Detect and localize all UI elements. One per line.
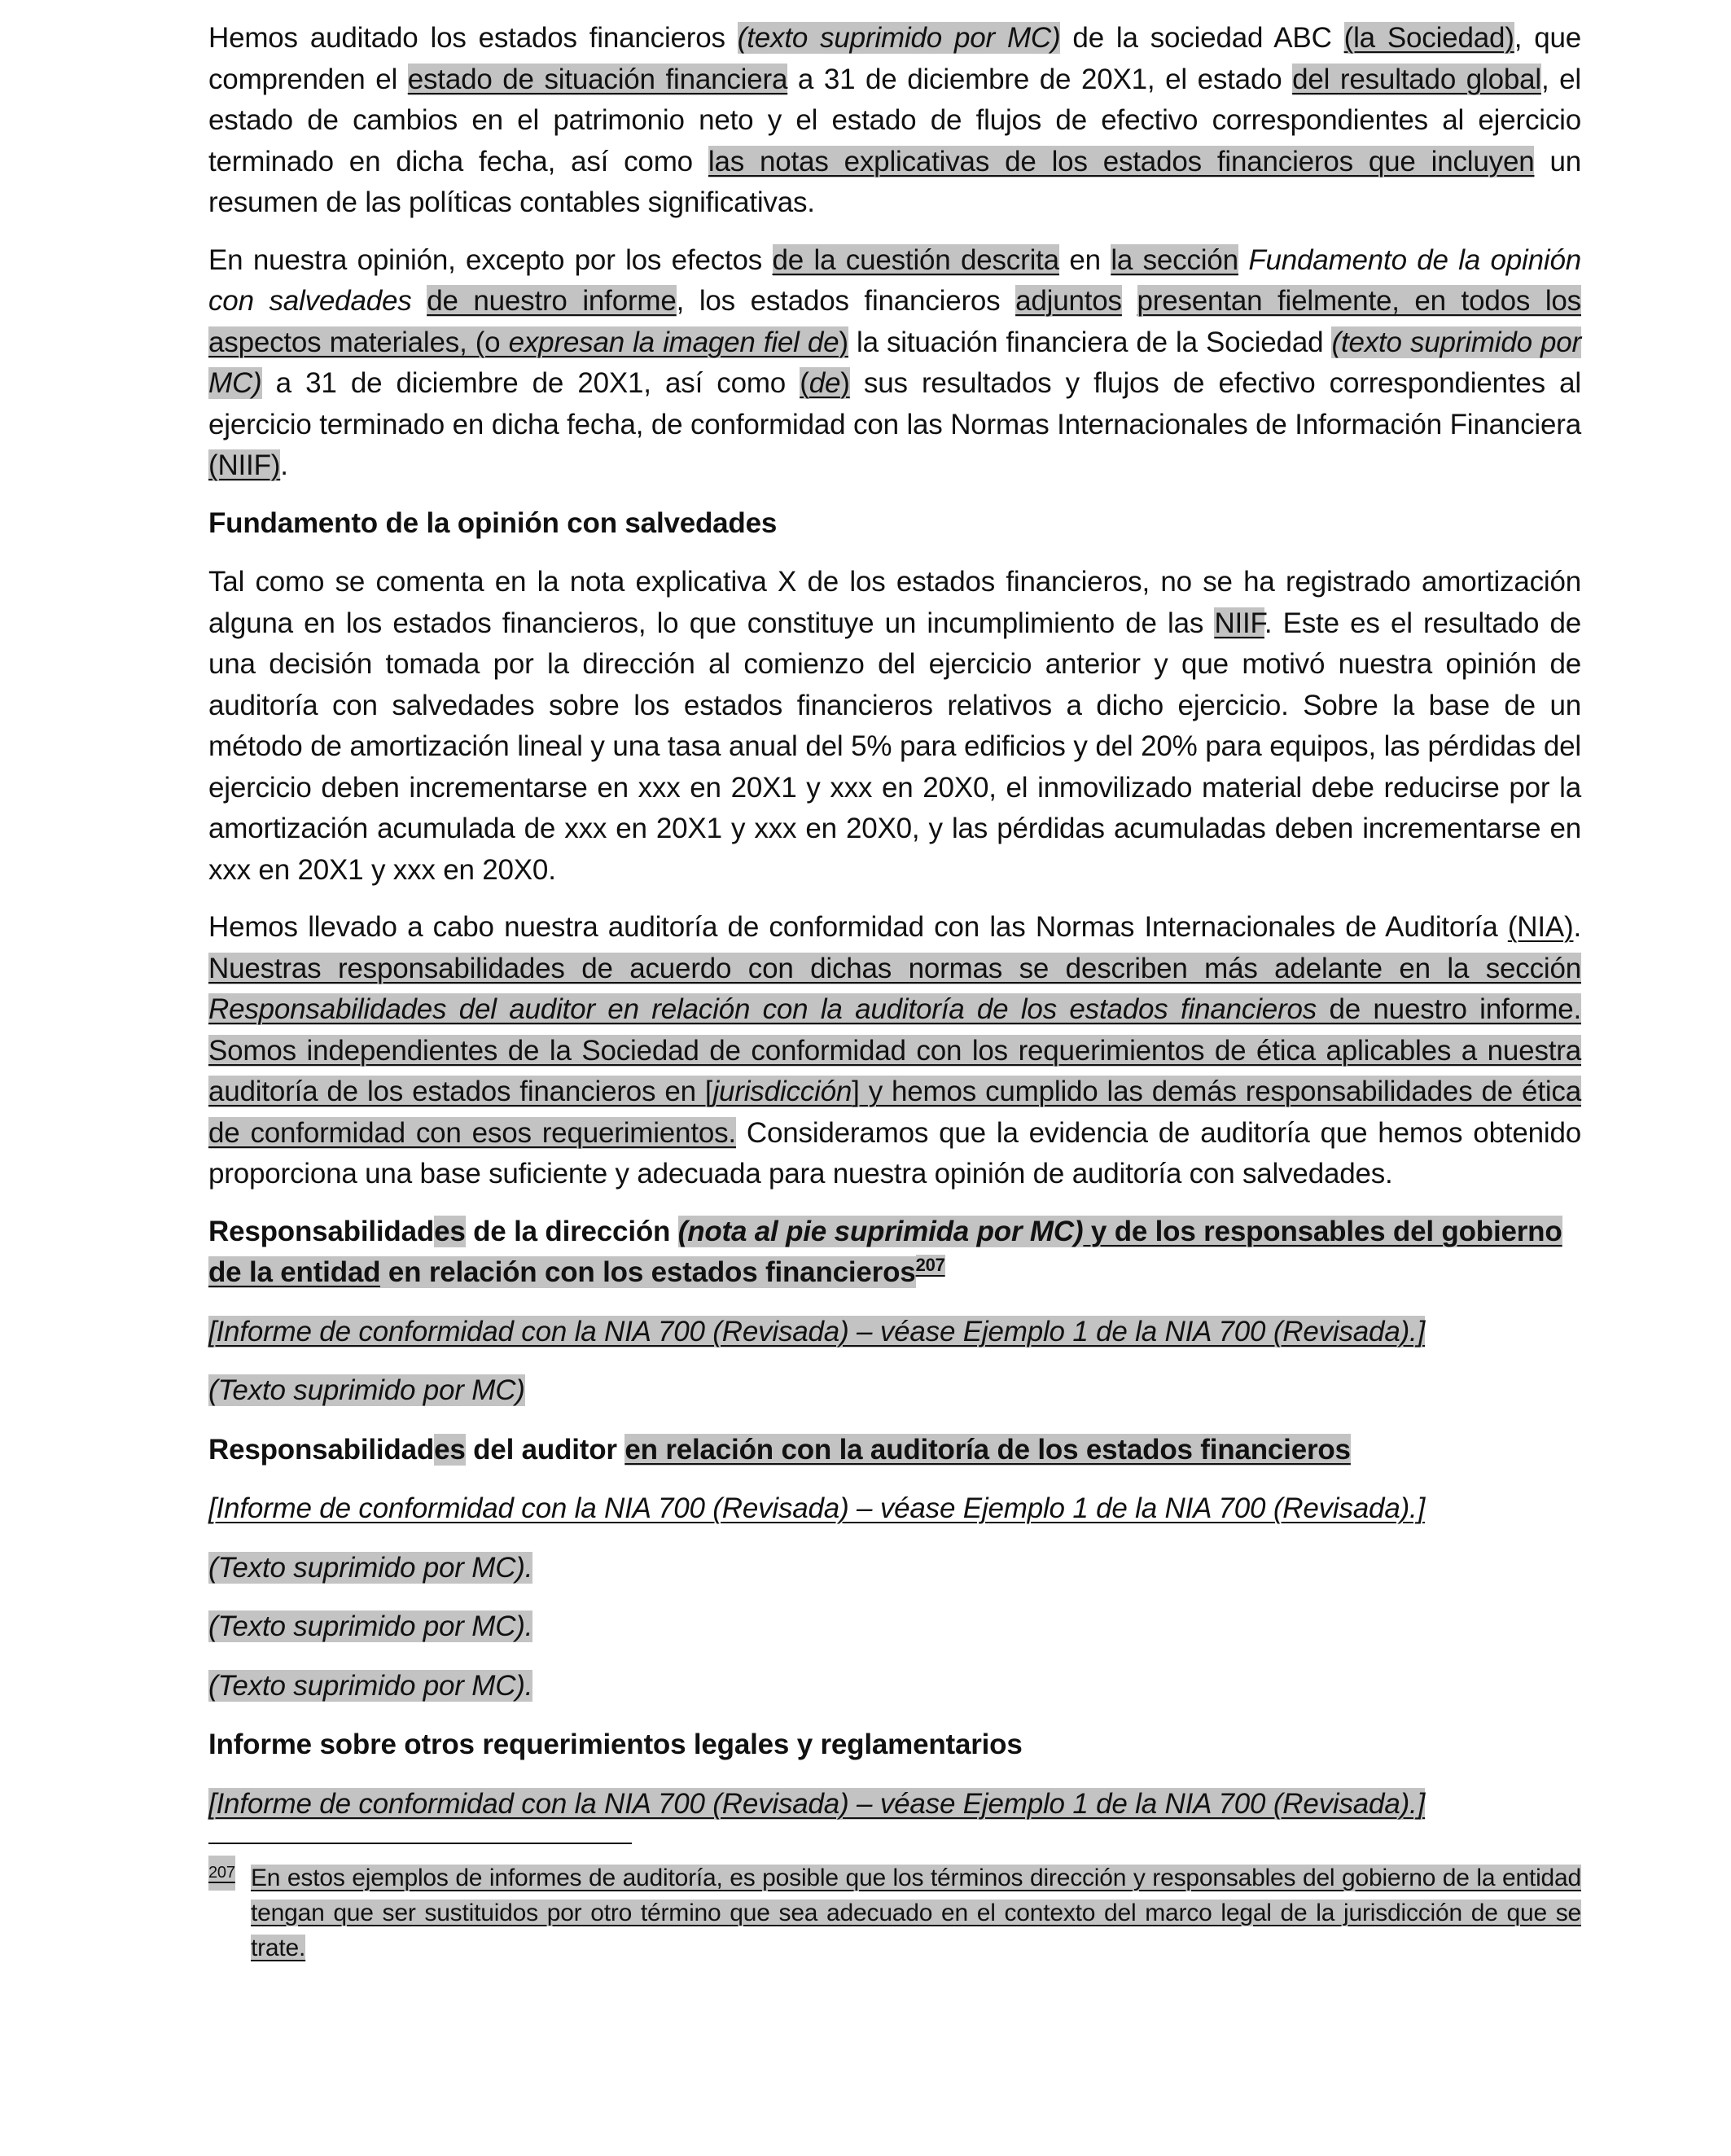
section-heading-legal: Informe sobre otros requerimientos legales y reglamentarios	[208, 1729, 1023, 1760]
text: Hemos auditado los estados financieros	[208, 22, 738, 54]
highlight-amended-text: NIIF	[1214, 607, 1264, 639]
section-heading-management	[208, 1212, 1581, 1294]
highlight-amended-text: ] y hemos cumplido las demás responsabilidades de ética de conformidad con esos requerimientos.	[208, 1076, 1581, 1149]
highlight-amended-text: (	[800, 367, 809, 399]
text: En nuestra opinión, excepto por los efectos	[208, 243, 773, 276]
highlight-amended-text: expresan la imagen fiel de	[508, 326, 839, 358]
text: en	[1058, 243, 1111, 276]
highlight-amended-text: las notas explicativas de los estados financieros que incluyen	[708, 145, 1535, 177]
text	[1122, 285, 1137, 317]
reference-note	[208, 1488, 1581, 1530]
highlight-amended-text: estado de situación financiera	[407, 63, 788, 95]
text: sus resultados y flujos de efectivo correspondientes al ejercicio terminado en dicha fecha, de conformidad con las Normas Internacionales de Información Financiera	[208, 367, 1581, 440]
highlight-amended-text: [Informe de conformidad con la NIA 700 (Revisada) – véase Ejemplo 1 de la NIA 700 (Revisada).]	[208, 1315, 1426, 1348]
highlight-amended-text: )	[840, 367, 850, 399]
highlight-amended-text: es	[434, 1215, 466, 1247]
paragraph-basis-standards	[208, 907, 1581, 1195]
paragraph-scope	[208, 18, 1581, 224]
text: del auditor	[465, 1433, 625, 1466]
footnote-reference[interactable]: 207	[915, 1255, 945, 1276]
text: de la sociedad ABC	[1060, 22, 1344, 54]
paragraph-qualified-opinion	[208, 240, 1581, 487]
text: un resumen de las políticas contables significativas.	[208, 145, 1581, 218]
underlined-text: (NIA)	[1507, 911, 1574, 943]
highlight-amended-text: de nuestro informe. Somos independientes de la Sociedad de conformidad con los requerimientos de ética aplicables a nuestra auditoría de los estados financieros en [	[208, 993, 1581, 1107]
text: , los estados financieros	[676, 285, 1016, 317]
text: . Este es el resultado de una decisión tomada por la dirección al comienzo del ejercicio anterior y que motivó nuestra opinión de auditoría con salvedades sobre los estados financieros relativos a dicho ejercicio. Sobre la base de un método de amortización lineal y una tasa anual del 5% para edificios y del 20% para equipos, las pérdidas del ejercicio deben incrementarse en xxx en 20X1 y xxx en 20X0, el inmovilizado material debe reducirse por la amortización acumulada de xxx en 20X1 y xxx en 20X0, y las pérdidas acumuladas deben incrementarse en xxx en 20X1 y xxx en 20X0.	[208, 607, 1582, 886]
text: Responsabilidad	[208, 1433, 435, 1466]
footnote	[208, 1860, 1581, 1965]
suppressed-text-note	[208, 1666, 1581, 1707]
suppressed-text-note	[208, 1548, 1581, 1589]
highlight-amended-text: Responsabilidades del auditor en relación con la auditoría de los estados financieros	[208, 993, 1317, 1025]
highlight-amended-text: )	[839, 326, 848, 358]
italic-text: Fundamento de la opinión con salvedades	[208, 243, 1581, 317]
reference-note	[208, 1312, 1581, 1353]
highlight-amended-text: en relación con la auditoría de los estados financieros	[624, 1433, 1351, 1466]
highlight-amended-text: de la cuestión descrita	[772, 243, 1059, 276]
text: , el estado de cambios en el patrimonio neto y el estado de flujos de efectivo correspondientes al ejercicio terminado en dicha fecha, así como	[208, 63, 1581, 177]
text: a 31 de diciembre de 20X1, así como	[261, 367, 800, 399]
highlight-amended-text: y de los responsables del gobierno de la entidad	[208, 1215, 1562, 1288]
highlight-amended-text: del resultado global	[1292, 63, 1541, 95]
text: .	[280, 449, 288, 481]
highlight-amended-text: [Informe de conformidad con la NIA 700 (Revisada) – véase Ejemplo 1 de la NIA 700 (Revisada).]	[208, 1787, 1426, 1820]
text	[412, 285, 427, 317]
suppressed-text-note	[208, 1606, 1581, 1648]
highlight-amended-text: en relación con los estados financieros	[380, 1256, 916, 1288]
highlight-suppressed-text: (texto suprimido por MC)	[737, 22, 1061, 54]
highlight-amended-text: adjuntos	[1015, 285, 1122, 317]
highlight-amended-text: es	[434, 1433, 466, 1466]
text: .	[1573, 911, 1581, 943]
highlight-amended-text: la sección	[1111, 243, 1238, 276]
highlight-suppressed-text: (nota al pie suprimida por MC)	[677, 1215, 1084, 1247]
text: Consideramos que la evidencia de auditoría que hemos obtenido proporciona una base suficiente y adecuada para nuestra opinión de auditoría con salvedades.	[208, 1116, 1581, 1190]
highlight-amended-text: de nuestro informe	[427, 285, 677, 317]
section-heading-auditor	[208, 1430, 1581, 1471]
footnote-separator	[208, 1843, 632, 1844]
highlight-amended-text: presentan fielmente, en todos los aspectos materiales, (o	[208, 285, 1581, 358]
highlight-amended-text: jurisdicción	[712, 1076, 852, 1107]
text: la situación financiera de la Sociedad	[848, 326, 1332, 358]
reference-note	[208, 1784, 1581, 1825]
highlight-amended-text: Nuestras responsabilidades de acuerdo con dichas normas se describen más adelante en la sección	[208, 952, 1581, 984]
paragraph-basis-detail	[208, 562, 1581, 891]
highlight-amended-text: de	[809, 367, 841, 399]
section-heading-basis: Fundamento de la opinión con salvedades	[208, 506, 778, 539]
highlight-suppressed-text: (texto suprimido por MC)	[208, 326, 1581, 399]
text: , que comprenden el	[208, 22, 1581, 95]
suppressed-text-note	[208, 1370, 1581, 1412]
text: Responsabilidad	[208, 1215, 435, 1247]
footnote-number: 207	[208, 1856, 235, 1891]
highlight-amended-text: (la Sociedad)	[1343, 22, 1514, 54]
text: a 31 de diciembre de 20X1, el estado	[787, 63, 1293, 95]
text: Hemos llevado a cabo nuestra auditoría de conformidad con las Normas Internacionales de Auditoría	[208, 911, 1508, 943]
underlined-text: [Informe de conformidad con la NIA 700 (Revisada) – véase Ejemplo 1 de la NIA 700 (Revisada).]	[208, 1492, 1426, 1524]
footnote-text: En estos ejemplos de informes de auditoría, es posible que los términos dirección y responsables del gobierno de la entidad tengan que ser sustituidos por otro término que sea adecuado en el contexto del marco legal de la jurisdicción de que se trate.	[251, 1865, 1581, 1961]
text: Tal como se comenta en la nota explicativa X de los estados financieros, no se ha registrado amortización alguna en los estados financieros, lo que constituye un incumplimiento de las	[208, 566, 1581, 639]
highlight-suppressed-text: (Texto suprimido por MC)	[208, 1374, 525, 1406]
highlight-suppressed-text: (Texto suprimido por MC).	[208, 1551, 533, 1584]
highlight-amended-text: (NIIF)	[208, 449, 281, 481]
document-page	[208, 18, 1581, 1965]
highlight-suppressed-text: (Texto suprimido por MC).	[208, 1610, 533, 1642]
text: de la dirección	[465, 1215, 678, 1247]
highlight-suppressed-text: (Texto suprimido por MC).	[208, 1669, 533, 1702]
